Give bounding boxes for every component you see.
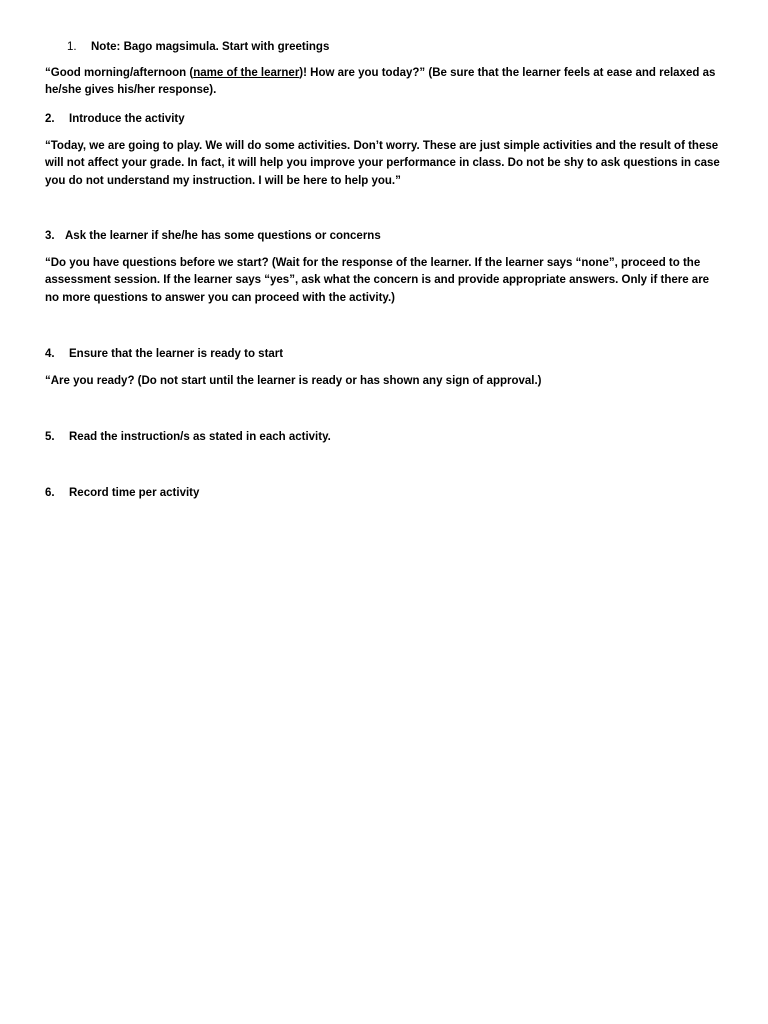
step-1-body-start: “Good morning/afternoon ( <box>45 67 194 79</box>
step-5-heading <box>45 430 331 445</box>
step-2-heading <box>45 112 185 127</box>
step-2-number: 2. <box>45 113 55 125</box>
step-5-title: Read the instruction/s as stated in each activity. <box>69 431 331 443</box>
step-5-number: 5. <box>45 431 55 443</box>
step-6-number: 6. <box>45 487 55 499</box>
step-1-body-underlined: name of the learner <box>193 67 300 79</box>
step-3-number: 3. <box>45 230 55 242</box>
step-1-heading <box>67 40 329 55</box>
step-1-number: 1. <box>67 41 77 53</box>
step-1-title: Note: Bago magsimula. Start with greetings <box>91 41 330 53</box>
step-4-title: Ensure that the learner is ready to start <box>69 348 284 360</box>
step-4-heading <box>45 347 283 362</box>
step-2-body: “Today, we are going to play. We will do some activities. Don’t worry. These are just simple activities and the result of these will not affect your grade. In fact, it will help you improve your performance in class. Do not be shy to ask questions in case you do not understand my instruction. I will be here to help you.” <box>45 140 720 187</box>
step-3-title: Ask the learner if she/he has some questions or concerns <box>65 230 381 242</box>
step-1-body-rest: )! How are you today?” (Be sure that the learner feels at ease and relaxed as he/she gives his/her response). <box>45 67 716 97</box>
step-6-title: Record time per activity <box>69 487 200 499</box>
step-6-heading <box>45 486 199 501</box>
step-2-title: Introduce the activity <box>69 113 185 125</box>
step-4-body: “Are you ready? (Do not start until the learner is ready or has shown any sign of approval.) <box>45 375 542 387</box>
step-1-body <box>45 65 725 100</box>
step-3-body: “Do you have questions before we start? (Wait for the response of the learner. If the learner says “none”, proceed to the assessment session. If the learner says “yes”, ask what the concern is and provide appropriate answers. Only if there are no more questions to answer you can proceed with the activity.) <box>45 257 710 304</box>
step-4-number: 4. <box>45 348 55 360</box>
step-3-heading <box>45 229 381 244</box>
